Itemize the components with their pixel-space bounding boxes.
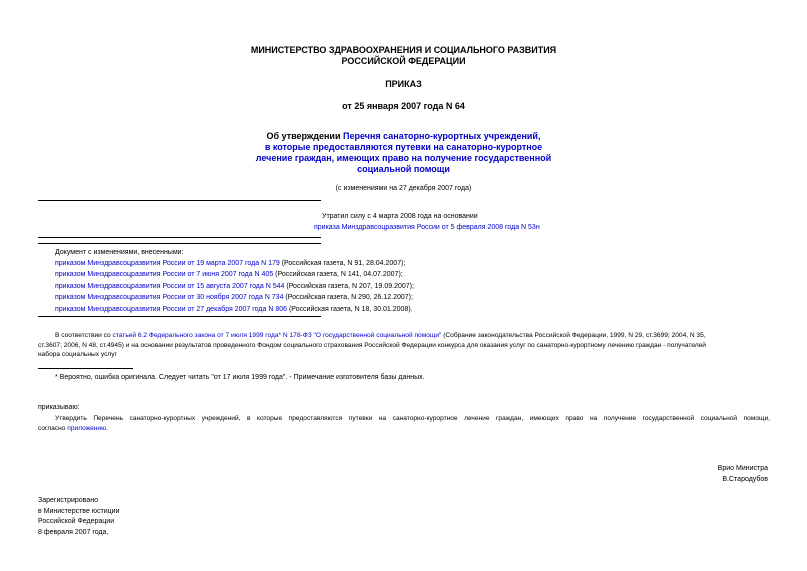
divider-4 [38,316,321,317]
signature-block [600,464,768,484]
preamble-paragraph: В соответствии со статьей 6.2 Федерального закона от 7 июля 1999 года* N 178-ФЗ "О государственной социальной помощи" (Собрание законодательства Российской Федерации, 1999, N 29, ст.3699; 2004, N 35, ст.3607; 2006, N 48, ст.4945) и на основании результатов проведенного Фондом социального страхования Российской Федерации конкурса для оказания услуг по санаторно-курортному лечению граждан - получателей набора социальных услуг [38,332,706,358]
changes-block [55,248,655,314]
ministry-line-2: РОССИЙСКОЙ ФЕДЕРАЦИИ [341,56,466,66]
change-item: приказом Минздравсоцразвития России от 19 марта 2007 года N 179 (Российская газета, N 91, 28.04.2007); [55,259,406,267]
change-link[interactable]: приказом Минздравсоцразвития России от 15 августа 2007 года N 544 [55,282,285,290]
footnote: * Вероятно, ошибка оригинала. Следует читать "от 17 июля 1999 года". - Примечание изготовителя базы данных. [55,374,425,381]
order-paragraph: Утвердить Перечень санаторно-курортных учреждений, в которые предоставляются путевки на санаторно-курортное лечение граждан, имеющих право на получение государственной социальной помощи, согласно приложению. [38,415,770,432]
title-link-2[interactable]: в которые предоставляются путевки на санаторно-курортное [264,142,543,152]
ministry-line-1: МИНИСТЕРСТВО ЗДРАВООХРАНЕНИЯ И СОЦИАЛЬНОГО РАЗВИТИЯ [250,45,557,55]
expired-notice: Утратил силу с 4 марта 2008 года на основании [322,213,478,220]
change-item: приказом Минздравсоцразвития России от 30 ноября 2007 года N 734 (Российская газета, N 290, 26.12.2007); [55,294,413,301]
document-date: от 25 января 2007 года N 64 [342,101,465,111]
title-link-4[interactable]: социальной помощи [357,164,450,174]
document-title [150,131,657,175]
change-item: приказом Минздравсоцразвития России от 15 августа 2007 года N 544 (Российская газета, N 207, 19.09.2007); [55,282,414,290]
changes-intro: Документ с изменениями, внесенными: [55,249,184,256]
divider-3 [38,243,321,244]
appendix-link[interactable]: приложению [67,424,107,432]
title-link-1[interactable]: Перечня санаторно-курортных учреждений, [343,131,541,141]
document-type: ПРИКАЗ [385,79,422,89]
signatory-name: В.Стародубов [722,475,768,483]
signatory-position: Врио Министра [717,465,768,472]
divider-2 [38,237,321,238]
amendments-note: (с изменениями на 27 декабря 2007 года) [335,185,472,192]
expired-order-link[interactable]: приказа Минздравсоцразвития России от 5 февраля 2008 года N 53н [314,224,540,231]
change-item: приказом Минздравсоцразвития России от 27 декабря 2007 года N 806 (Российская газета, N 18, 30.01.2008). [55,305,413,313]
order-word: приказываю: [38,404,80,411]
change-item: приказом Минздравсоцразвития России от 7 июня 2007 года N 405 (Российская газета, N 141, 04.07.2007); [55,271,403,278]
change-link[interactable]: приказом Минздравсоцразвития России от 7 июня 2007 года N 405 [55,271,274,278]
footnote-divider [38,368,133,369]
ministry-name [150,45,657,67]
change-link[interactable]: приказом Минздравсоцразвития России от 27 декабря 2007 года N 806 [55,305,288,313]
divider-1 [38,200,321,201]
title-prefix: Об утверждении [266,131,343,141]
registration-block: Зарегистрировано в Министерстве юстиции Российской Федерации 8 февраля 2007 года, [38,497,120,536]
change-link[interactable]: приказом Минздравсоцразвития России от 30 ноября 2007 года N 734 [55,294,284,301]
title-link-3[interactable]: лечение граждан, имеющих право на получение государственной [255,153,552,163]
law-article-link[interactable]: статьей 6.2 Федерального закона от 7 июля 1999 года* N 178-ФЗ "О государственной социальной помощи" [112,332,442,339]
change-link[interactable]: приказом Минздравсоцразвития России от 19 марта 2007 года N 179 [55,259,280,267]
